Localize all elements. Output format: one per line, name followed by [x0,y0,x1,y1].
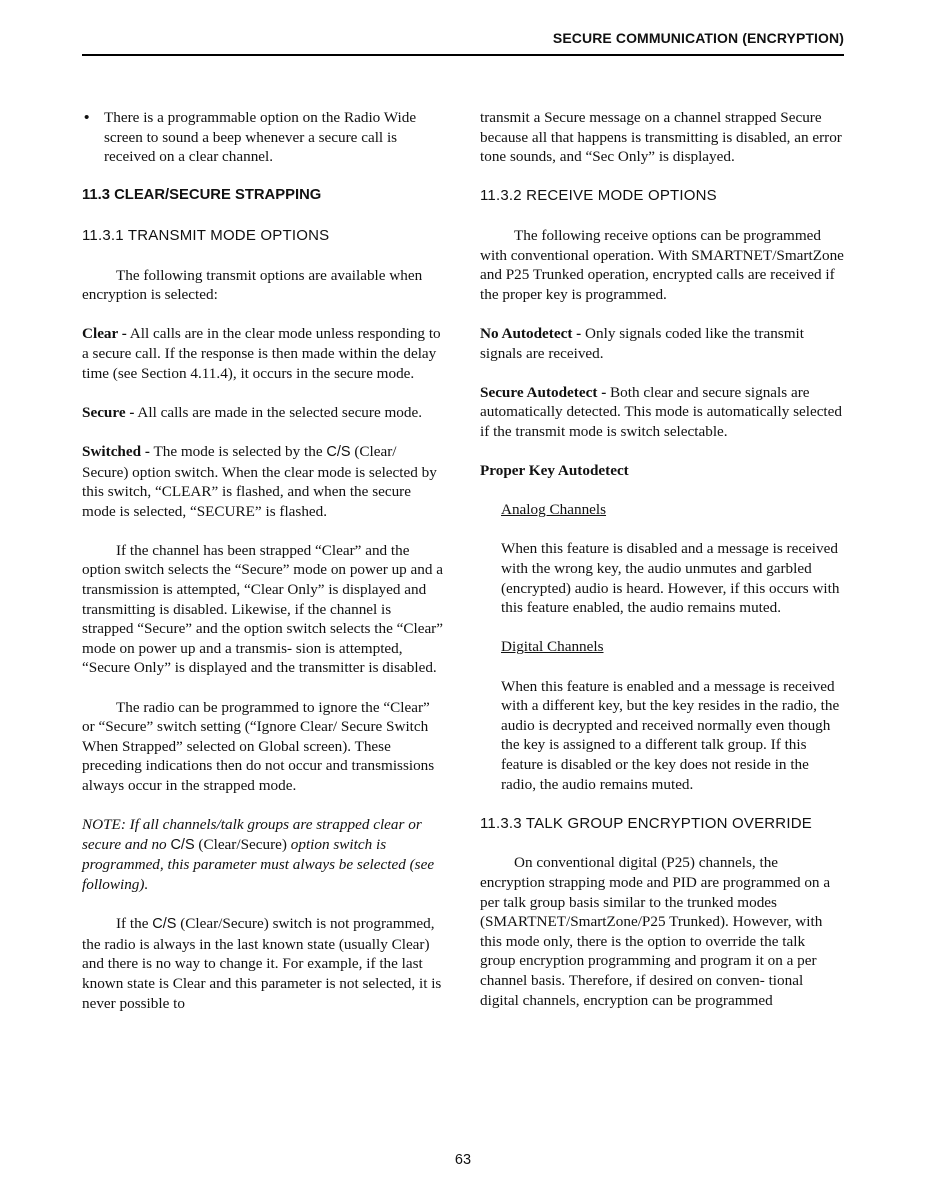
section-heading: 11.3 CLEAR/SECURE STRAPPING [82,187,322,204]
left-column [82,108,446,1033]
clear-text: All calls are in the clear mode unless responding to a secure call. If the response is then made within the delay time (see Section 4.11.4), it occurs in the secure mode. [82,325,441,382]
talk-group-text: On conventional digital (P25) channels, the encryption strapping mode and PID are programmed on a per talk group basis similar to the trunked modes (SMARTNET/SmartZone/P25 Trunked). However, with this mode only, there is the option to override the talk group encryption programming and program it on a per channel basis. Therefore, if desired on conven- tional digital channels, encryption can be programmed [480,854,831,1009]
clear-option [82,324,446,383]
transmit-intro: The following transmit options are available when encryption is selected: [82,266,423,304]
note-text-1: NOTE: If all channels/talk groups are strapped clear or secure and no [82,816,422,853]
bullet-text: There is a programmable option on the Radio Wide screen to sound a beep whenever a secure call is received on a clear channel. [104,109,417,166]
digital-channels-heading: Digital Channels [501,638,604,656]
header-title: SECURE COMMUNICATION (ENCRYPTION) [552,30,844,46]
secure-text: All calls are made in the selected secure mode. [134,403,423,421]
secure-term: Secure - [82,403,135,421]
switched-cs: C/S [326,443,351,460]
last-text-2: (Clear/Secure) switch is not programmed, the radio is always in the last known state (usually Clear) and there is no way to change it. For example, if the last known state is Clear and this parameter is not selected, it is never possible to [82,915,442,1012]
last-text-1: If the [116,915,153,933]
page-header [82,30,844,56]
switched-term: Switched - [82,442,150,460]
page-number: 63 [454,1152,472,1168]
clear-term: Clear - [82,325,127,343]
switched-text-2: (Clear/ Secure) option switch. When the clear mode is selected by this switch, “CLEAR” is flashed, and when the secure mode is selected, “SECURE” is flashed. [82,442,437,520]
proper-key-heading [480,461,844,481]
note-text-2: (Clear/Secure) [194,835,291,853]
bullet-item [82,108,446,167]
no-autodetect-term: No Autodetect - [480,324,582,342]
last-known-paragraph [82,914,446,1013]
digital-channels-text: When this feature is enabled and a message is received with a different key, but the key resides in the radio, the audio is decrypted and received normally even though the key is assigned to a different talk group. If this feature is disabled or the key does not reside in the radio, the audio remains muted. [501,677,840,793]
right-column [480,108,844,1030]
secure-option [82,403,446,423]
secure-autodetect-option [480,383,844,442]
subsection-heading-talk-group: 11.3.3 TALK GROUP ENCRYPTION OVERRIDE [480,814,812,832]
secure-autodetect-term: Secure Autodetect - [480,383,607,401]
note-paragraph [82,815,446,894]
proper-key-heading-text: Proper Key Autodetect [480,462,629,480]
strapped-paragraph: If the channel has been strapped “Clear” and the option switch selects the “Secure” mode on power up and a transmission is attempted, “Clear Only” is displayed and transmitting is disabled. Likewise, if the channel is strapped “Secure” and the option switch selects the “Clear” mode on power up and a transmis- sion is attempted, “Secure Only” is displayed and the transmitter is disabled. [82,541,444,677]
note-text-3: option switch is programmed, this parameter must always be selected (see following). [82,835,435,893]
subsection-heading-transmit: 11.3.1 TRANSMIT MODE OPTIONS [82,226,330,244]
no-autodetect-option [480,324,844,363]
last-cs: C/S [152,916,177,933]
secure-autodetect-text: Both clear and secure signals are automatically detected. This mode is automatically selected if the transmit mode is switch selectable. [480,383,842,440]
analog-channels-text: When this feature is disabled and a message is received with the wrong key, the audio unmutes and garbled (encrypted) audio is heard. However, if this occurs with this feature enabled, the audio remains muted. [501,540,840,617]
no-autodetect-text: Only signals coded like the transmit signals are received. [480,324,804,362]
switched-text-1: The mode is selected by the [149,442,327,460]
receive-intro: The following receive options can be programmed with conventional operation. With SMARTNET/SmartZone and P25 Trunked operation, encrypted calls are received if the proper key is programmed. [480,226,844,303]
analog-channels-heading: Analog Channels [501,501,607,519]
continuation-paragraph: transmit a Secure message on a channel strapped Secure because all that happens is transmitting is disabled, an error tone sounds, and “Sec Only” is displayed. [480,109,842,166]
note-cs: C/S [170,836,195,853]
subsection-heading-receive: 11.3.2 RECEIVE MODE OPTIONS [480,187,717,205]
switched-option [82,442,446,521]
ignore-paragraph: The radio can be programmed to ignore the “Clear” or “Secure” switch setting (“Ignore Clear/ Secure Switch When Strapped” selected on Global screen). These preceding indications then do not occur and transmissions always occur in the strapped mode. [82,698,435,794]
bullet-icon: • [84,109,90,126]
